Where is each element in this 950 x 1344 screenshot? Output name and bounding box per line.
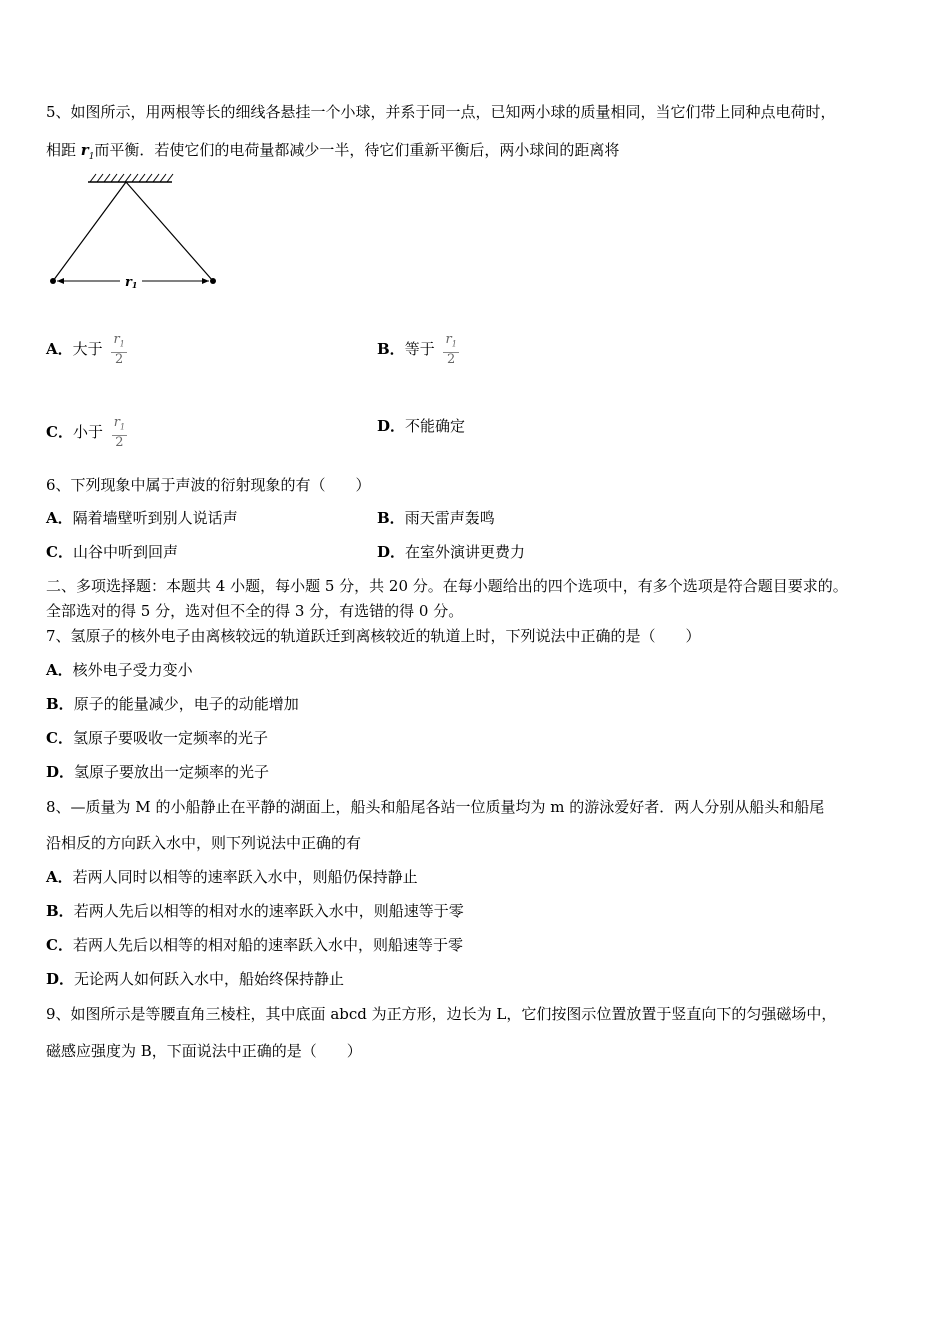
distance-label: r1: [125, 275, 138, 290]
q8-option-a[interactable]: A．若两人同时以相等的速率跃入水中，则船仍保持静止: [46, 868, 418, 886]
q5-option-a[interactable]: A．大于 $\frac{r_1}{2}$: [46, 332, 125, 367]
fraction-r1-over-2: $\frac{r_1}{2}$: [113, 415, 126, 450]
q6-option-a[interactable]: A．隔着墙壁听到别人说话声: [46, 509, 238, 527]
section2-header-line1: 二、多项选择题：本题共 4 小题，每小题 5 分，共 20 分。在每小题给出的四个选项中，有多个选项是符合题目要求的。: [46, 577, 848, 595]
left-ball: [50, 278, 56, 284]
q5-var-r1: $r_1$: [80, 141, 95, 162]
q5-pendulum-figure: [40, 168, 230, 294]
q9-stem-line1: 9、如图所示是等腰直角三棱柱，其中底面 abcd 为正方形，边长为 L，它们按图示位置放置于竖直向下的匀强磁场中，: [46, 1005, 837, 1023]
q7-option-c[interactable]: C．氢原子要吸收一定频率的光子: [46, 729, 268, 747]
right-string: [126, 182, 213, 281]
q7-option-a[interactable]: A．核外电子受力变小: [46, 661, 193, 679]
fraction-r1-over-2: $\frac{r_1}{2}$: [445, 332, 457, 367]
q8-stem-line2: 沿相反的方向跃入水中，则下列说法中正确的有: [46, 834, 362, 852]
q5-stem-line1: 5、如图所示，用两根等长的细线各悬挂一个小球，并系于同一点，已知两小球的质量相同，当它们带上同种点电荷时，: [46, 103, 836, 121]
q8-option-c[interactable]: C．若两人先后以相等的相对船的速率跃入水中，则船速等于零: [46, 936, 463, 954]
q5-option-b[interactable]: B．等于 $\frac{r_1}{2}$: [377, 332, 457, 367]
q8-option-b[interactable]: B．若两人先后以相等的相对水的速率跃入水中，则船速等于零: [46, 902, 464, 920]
q5-option-d[interactable]: D．不能确定: [377, 417, 466, 435]
q8-option-d[interactable]: D．无论两人如何跃入水中，船始终保持静止: [46, 970, 345, 988]
q7-option-d[interactable]: D．氢原子要放出一定频率的光子: [46, 763, 270, 781]
q9-stem-line2: 磁感应强度为 B，下面说法中正确的是（ ）: [46, 1042, 362, 1060]
q8-stem-line1: 8、—质量为 M 的小船静止在平静的湖面上，船头和船尾各站一位质量均为 m 的游泳爱好者．两人分别从船头和船尾: [46, 798, 825, 816]
q6-option-d[interactable]: D．在室外演讲更费力: [377, 543, 526, 561]
q6-option-b[interactable]: B．雨天雷声轰鸣: [377, 509, 495, 527]
ceiling-hatch: [90, 174, 173, 182]
q6-stem: 6、下列现象中属于声波的衍射现象的有（ ）: [46, 476, 371, 494]
q6-option-c[interactable]: C．山谷中听到回声: [46, 543, 178, 561]
q7-stem: 7、氢原子的核外电子由离核较远的轨道跃迁到离核较近的轨道上时，下列说法中正确的是（ ）: [46, 627, 701, 645]
left-string: [53, 182, 126, 281]
q5-option-c[interactable]: C．小于 $\frac{r_1}{2}$: [46, 415, 126, 450]
q5-stem-line2: 相距 $r_1$而平衡．若使它们的电荷量都减少一半，待它们重新平衡后，两小球间的距离将: [46, 141, 620, 162]
q7-option-b[interactable]: B．原子的能量减少，电子的动能增加: [46, 695, 299, 713]
fraction-r1-over-2: $\frac{r_1}{2}$: [113, 332, 125, 367]
right-ball: [210, 278, 216, 284]
section2-header-line2: 全部选对的得 5 分，选对但不全的得 3 分，有选错的得 0 分。: [46, 602, 464, 620]
